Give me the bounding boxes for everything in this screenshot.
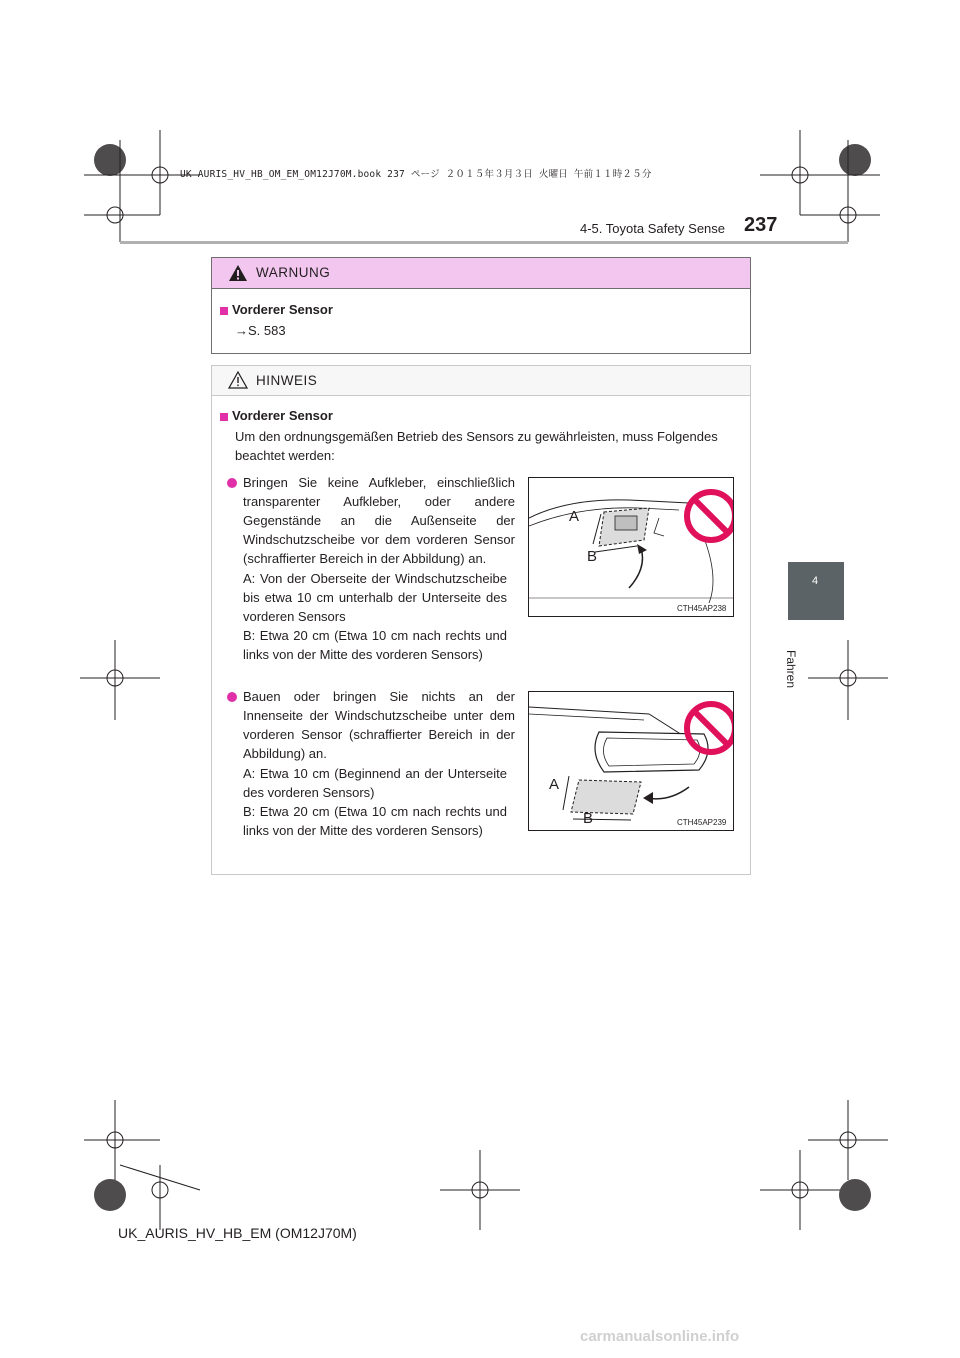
figure-2-label-b: B [583,810,594,827]
item-2-text: Bauen oder bringen Sie nichts an der Innenseite der Windschutzscheibe unter dem vorderen Sensor (schraffierter Bereich in der Abbildung) an. [243,689,515,761]
hint-heading: Vorderer Sensor [232,408,333,423]
item-2-a: A: Etwa 10 cm (Beginnend an der Unterseite des vorderen Sensors) [243,766,507,800]
watermark: carmanualsonline.info [580,1328,740,1345]
warning-header [212,258,750,289]
item-2-b: B: Etwa 20 cm (Etwa 10 cm nach rechts und links von der Mitte des vorderen Sensors) [243,804,507,838]
item-1-text: Bringen Sie keine Aufkleber, einschließlich transparenter Aufkleber, oder andere Gegenstände an die Außenseite der Windschutzscheibe vor dem vorderen Sensor (schraffierter Bereich in der Abbildung) an. [243,475,515,566]
chapter-tab[interactable] [788,562,844,620]
caution-triangle-icon [228,371,248,389]
warning-triangle-icon [228,264,248,282]
chapter-label: Fahren [784,650,798,689]
hint-header [212,366,750,396]
windshield-interior-illustration [529,692,734,831]
hint-intro: Um den ordnungsgemäßen Betrieb des Sensors zu gewährleisten, muss Folgendes beachtet werden: [235,429,718,463]
page-number: 237 [744,214,778,236]
warning-box [211,257,751,354]
section-title: 4-5. Toyota Safety Sense [580,221,726,236]
figure-1-label-b: B [587,548,598,565]
header-rule [120,241,848,244]
hint-title: HINWEIS [256,373,318,388]
bullet-dot-icon [227,478,237,488]
figure-2-label-a: A [549,776,560,793]
figure-2 [528,691,734,831]
warning-ref[interactable]: →S. 583 [235,323,286,338]
warning-title: WARNUNG [256,265,331,280]
print-info: UK AURIS_HV_HB_OM_EM_OM12J70M.book 237 ページ ２０１５年３月３日 火曜日 午前１１時２５分 [180,169,652,180]
figure-2-code: CTH45AP239 [677,818,727,827]
figure-1-code: CTH45AP238 [677,604,727,613]
bullet-square-icon [220,413,228,421]
item-1-b: B: Etwa 20 cm (Etwa 10 cm nach rechts und links von der Mitte des vorderen Sensors) [243,628,507,662]
warning-heading: Vorderer Sensor [232,302,333,317]
item-1-a: A: Von der Oberseite der Windschutzscheibe bis etwa 10 cm unterhalb der Unterseite des vorderen Sensors [243,571,507,624]
figure-1-label-a: A [569,508,580,525]
bullet-dot-icon [227,692,237,702]
chapter-number: 4 [812,575,819,587]
windshield-exterior-illustration [529,478,734,617]
footer-doc-id: UK_AURIS_HV_HB_EM (OM12J70M) [118,1225,357,1241]
bullet-square-icon [220,307,228,315]
hint-box [211,365,751,875]
figure-1 [528,477,734,617]
